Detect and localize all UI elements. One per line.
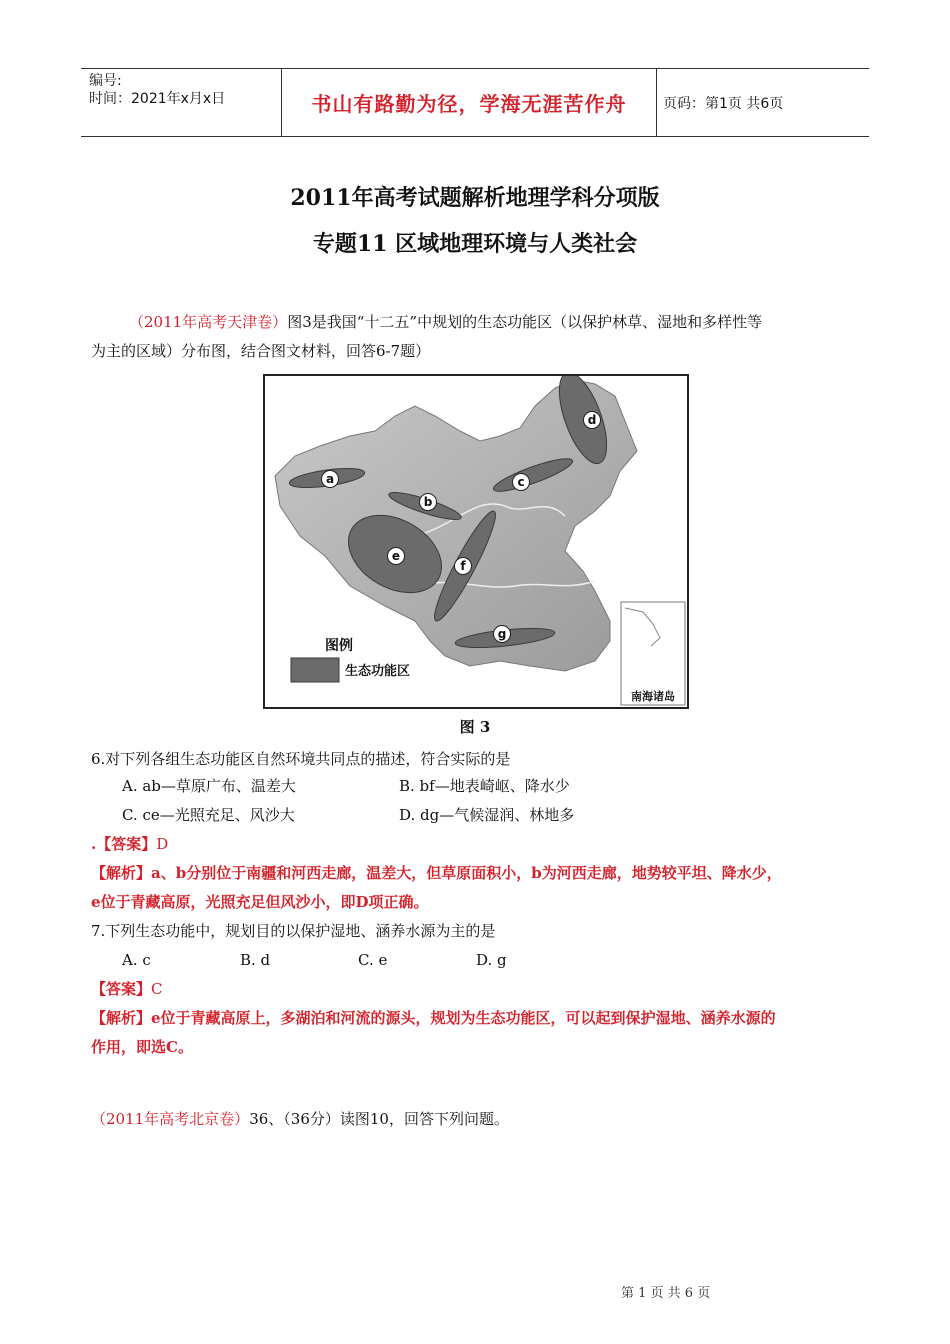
legend-title: 图例 (325, 638, 353, 654)
header-page-info: 页码：第1页 共6页 (663, 95, 784, 112)
q6-analysis-line1: a、b分别位于南疆和河西走廊，温差大，但草原面积小，b为河西走廊，地势较平坦、降水少， (151, 864, 782, 882)
q7-analysis-line1: e位于青藏高原上，多湖泊和河流的源头，规划为生态功能区，可以起到保护湿地、涵养水源的 (151, 1009, 776, 1027)
question-intro-line2: 为主的区域）分布图，结合图文材料，回答6-7题） (91, 342, 431, 360)
q6-answer (91, 830, 866, 859)
q6-analysis-label: 【解析】 (91, 864, 152, 882)
zone-d-label: d (587, 413, 597, 427)
q7-analysis-line2: 作用，即选C。 (91, 1038, 193, 1056)
q7-option-a: A. c (122, 951, 151, 969)
question-36 (91, 1105, 866, 1134)
question-intro-line1: 图3是我国“十二五”中规划的生态功能区（以保护林草、湿地和多样性等 (287, 313, 763, 331)
number-label: 编号: (89, 73, 122, 89)
map-caption: 图 3 (459, 718, 491, 736)
document-title: 2011年高考试题解析地理学科分项版 (290, 185, 660, 211)
q6-option-b: B. bf—地表崎岖、降水少 (399, 777, 570, 795)
legend-item: 生态功能区 (345, 664, 411, 679)
q7-analysis (91, 1004, 866, 1033)
header-motto: 书山有路勤为径，学海无涯苦作舟 (281, 69, 657, 136)
q7-answer-value: C (151, 980, 163, 998)
q6-option-c: C. ce—光照充足、风沙大 (122, 806, 295, 824)
q7-answer-label: 【答案】 (91, 980, 152, 998)
q6-option-d: D. dg—气候湿润、林地多 (399, 806, 575, 824)
map-graphic (265, 376, 687, 707)
q36-text: 36、（36分）读图10，回答下列问题。 (249, 1110, 509, 1128)
page-header (81, 68, 869, 137)
question-intro (91, 308, 866, 337)
ecological-zones-map (263, 374, 689, 709)
q6-answer-value: D (156, 835, 169, 853)
document-subtitle: 专题11 区域地理环境与人类社会 (312, 231, 638, 257)
zone-c-label: c (517, 475, 525, 489)
zone-f-label: f (460, 559, 466, 573)
q7-option-c: C. e (358, 951, 388, 969)
q7-answer (91, 975, 866, 1004)
zone-b-label: b (423, 495, 433, 509)
legend-swatch (291, 658, 339, 682)
q7-option-b: B. d (240, 951, 271, 969)
question-6-stem: 6.对下列各组生态功能区自然环境共同点的描述，符合实际的是 (91, 750, 511, 768)
q36-source: （2011年高考北京卷） (91, 1110, 250, 1128)
q7-option-d: D. g (476, 951, 507, 969)
zone-e-label: e (391, 549, 401, 563)
page-footer: 第 1 页 共 6 页 (621, 1286, 711, 1301)
inset-label: 南海诸岛 (631, 690, 675, 703)
q6-option-a: A. ab—草原广布、温差大 (122, 777, 296, 795)
q7-analysis-label: 【解析】 (91, 1009, 152, 1027)
q6-answer-label: .【答案】 (91, 835, 157, 853)
zone-a-label: a (325, 472, 335, 486)
header-meta (81, 69, 281, 136)
q6-analysis (91, 859, 866, 888)
zone-g-label: g (497, 627, 507, 641)
question-source: （2011年高考天津卷） (129, 313, 288, 331)
time-label: 时间：2021年x月x日 (89, 91, 226, 107)
question-7-stem: 7.下列生态功能中，规划目的以保护湿地、涵养水源为主的是 (91, 922, 496, 940)
q6-analysis-line2: e位于青藏高原，光照充足但风沙小，即D项正确。 (91, 893, 429, 911)
